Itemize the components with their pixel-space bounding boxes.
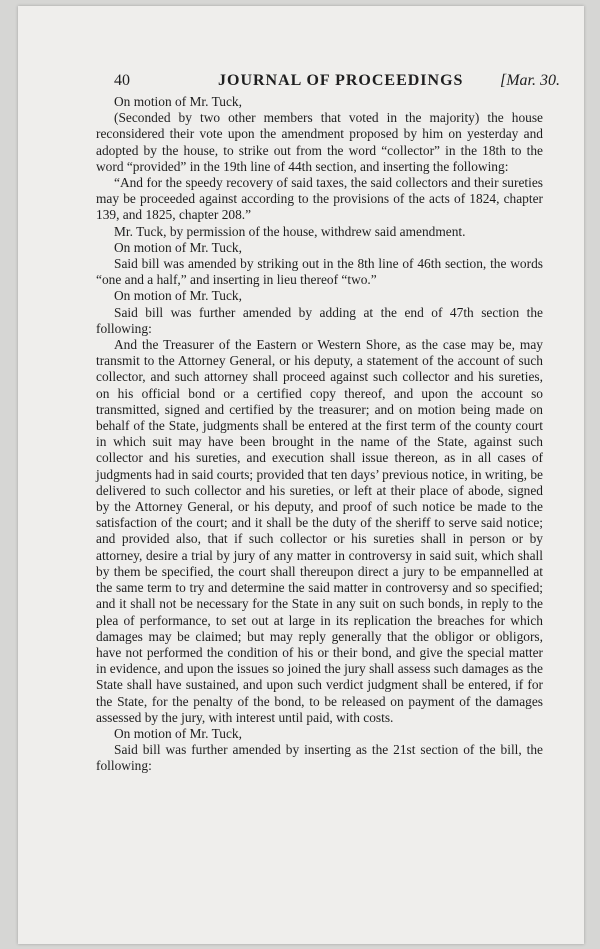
running-header <box>114 72 560 94</box>
paragraph: Said bill was further amended by adding at the end of 47th section the following: <box>96 304 543 336</box>
paragraph: Mr. Tuck, by permission of the house, withdrew said amendment. <box>114 223 466 239</box>
paragraph: (Seconded by two other members that voted in the majority) the house reconsidered their vote upon the amendment proposed by him on yesterday and adopted by the house, to strike out from the word “collector” in the 18th to the word “provided” in the 19th line of 44th section, and inserting the following: <box>96 110 543 174</box>
paragraph: And the Treasurer of the Eastern or Western Shore, as the case may be, may transmit to the Attorney General, or his deputy, a statement of the account of such collector, and such attorney shall proceed against such collector and his sureties, on his official bond or a certified copy thereof, and upon the account so transmitted, signed and certified by the treasurer; and on motion being made on behalf of the State, judgments shall be entered at the first term of the county court in which suit may have been brought in the name of the State, against such collector and his sureties, and execution shall issue thereon, as in all cases of judgments had in said courts; provided that ten days’ previous notice, in writing, be delivered to such collector and his sureties, or left at their place of abode, signed by the Attorney General, or his deputy, and proof of such notice be made to the satisfaction of the court; and it shall be the duty of the sheriff to serve said notice; and provided also, that if such collector or his sureties shall in person or by attorney, desire a trial by jury of any matter in controversy in said suit, which shall by them be specified, the court shall thereupon direct a jury to be empannelled at the same term to try and determine the said matter in controversy and so specified; and it shall not be necessary for the State in any suit on such bonds, in reply to the plea of performance, to set out at large in its replication the breaches for which damages may be claimed; but may reply generally that the obligor or obligors, have not performed the condition of his or their bond, and give the special matter in evidence, and upon the issues so joined the jury shall assess such damages as the State shall have sustained, and upon such verdict judgment shall be entered, if for the State, for the penalty of the bond, to be released on payment of the damages assessed by the jury, with interest until paid, with costs. <box>96 337 543 725</box>
paragraph: On motion of Mr. Tuck, <box>114 239 242 255</box>
page-number: 40 <box>114 72 130 89</box>
paragraph: “And for the speedy recovery of said taxes, the said collectors and their sureties may be proceeded against according to the provisions of the acts of 1824, chapter 139, and 1825, chapter 208.” <box>96 175 543 223</box>
body-text <box>96 94 543 775</box>
journal-title: JOURNAL OF PROCEEDINGS <box>218 72 464 89</box>
paragraph: On motion of Mr. Tuck, <box>114 94 242 109</box>
header-date: [Mar. 30. <box>499 72 560 89</box>
paragraph: Said bill was amended by striking out in the 8th line of 46th section, the words “one and a half,” and inserting in lieu thereof “two.” <box>96 256 543 288</box>
paragraph: On motion of Mr. Tuck, <box>114 725 242 741</box>
paragraph: Said bill was further amended by inserting as the 21st section of the bill, the following: <box>96 742 543 774</box>
paragraph: On motion of Mr. Tuck, <box>114 288 242 304</box>
